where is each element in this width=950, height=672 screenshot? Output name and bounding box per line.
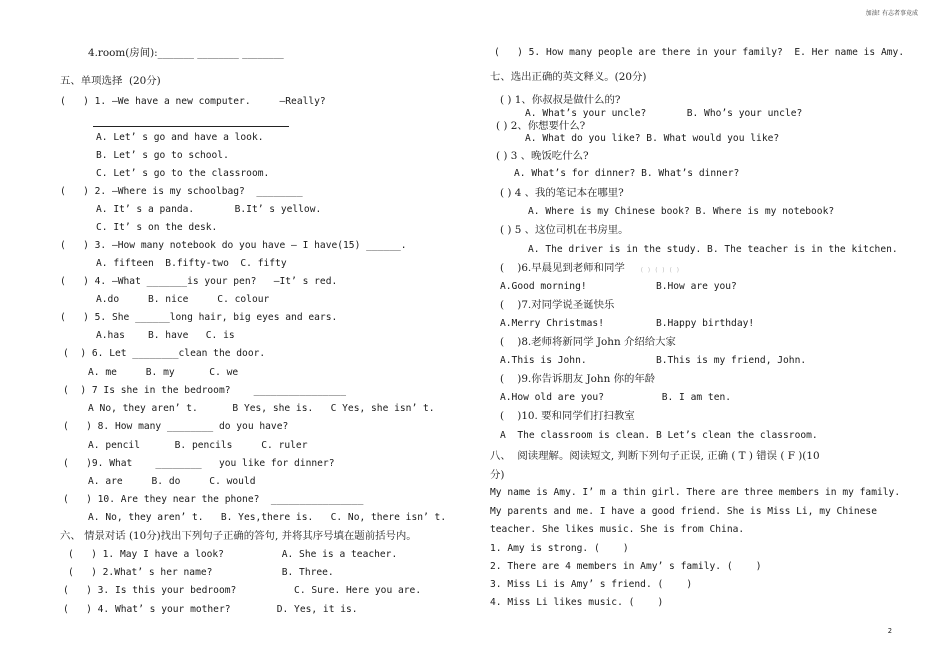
right-line-26: teacher. She likes music. She is from China. — [490, 524, 745, 535]
faint-marks: ( ) ( ) ( ) — [640, 267, 680, 274]
right-line-7: A. What’s for dinner? B. What’s dinner? — [514, 168, 740, 179]
left-line-6: ( ) 2. —Where is my schoolbag? ________ — [60, 186, 303, 197]
right-line-27: 1. Amy is strong. ( ) — [490, 543, 629, 554]
right-line-21: A The classroom is clean. B Let’s clean the classroom. — [500, 430, 818, 441]
right-line-18: ( )9.你告诉朋友 John 你的年龄 — [500, 373, 656, 385]
answer-line-q1 — [93, 126, 289, 127]
left-line-21: ( )9. What ________ you like for dinner? — [63, 458, 335, 469]
header-note: 加油! 有志者事竟成 — [865, 10, 918, 17]
right-line-11: A. The driver is in the study. B. The teacher is in the kitchen. — [528, 244, 898, 255]
left-line-25: 六、 情景对话 (10分)找出下列句子正确的答句, 并将其序号填在题前括号内。 — [60, 530, 417, 542]
left-line-28: ( ) 3. Is this your bedroom? C. Sure. Here you are. — [63, 585, 422, 596]
left-line-24: A. No, they aren’ t. B. Yes,there is. C. No, there isn’ t. — [88, 512, 447, 523]
left-line-11: ( ) 4. —What _______is your pen? —It’ s red. — [60, 276, 338, 287]
left-line-17: ( ) 7 Is she in the bedroom? ________________ — [63, 385, 347, 396]
right-line-17: A.This is John. B.This is my friend, John. — [500, 355, 807, 366]
left-line-27: ( ) 2.What’ s her name? B. Three. — [68, 567, 334, 578]
right-line-16: ( )8.老师将新同学 John 介绍给大家 — [500, 336, 676, 348]
right-line-20: ( )10. 要和同学们打扫教室 — [500, 410, 635, 422]
right-line-5: A. What do you like? B. What would you like? — [525, 133, 780, 144]
page-number: 2 — [887, 627, 892, 635]
left-line-3: A. Let’ s go and have a look. — [96, 132, 264, 143]
left-line-19: ( ) 8. How many ________ do you have? — [63, 421, 289, 432]
left-line-0: 4.room(房间):_______ ________ ________ — [88, 47, 284, 59]
left-line-2: ( ) 1. —We have a new computer. —Really? — [60, 96, 326, 107]
right-line-12: ( )6.早晨见到老师和同学 — [500, 262, 625, 274]
right-line-6: ( ) 3 、晚饭吃什么? — [496, 150, 589, 162]
right-line-30: 4. Miss Li likes music. ( ) — [490, 597, 664, 608]
right-line-9: A. Where is my Chinese book? B. Where is my notebook? — [528, 206, 835, 217]
left-line-15: ( ) 6. Let ________clean the door. — [63, 348, 266, 359]
right-line-2: ( ) 1、你叔叔是做什么的? — [500, 94, 621, 106]
left-line-9: ( ) 3. —How many notebook do you have — I have(15) ______. — [60, 240, 407, 251]
left-line-18: A No, they aren’ t. B Yes, she is. C Yes, she isn’ t. — [88, 403, 435, 414]
right-line-22: 八、 阅读理解。阅读短文, 判断下列句子正误, 正确 ( T ) 错误 ( F )(10 — [490, 450, 820, 462]
right-line-3: A. What’s your uncle? B. Who’s your uncle? — [525, 108, 803, 119]
left-line-8: C. It’ s on the desk. — [96, 222, 218, 233]
right-line-24: My name is Amy. I’ m a thin girl. There are three members in my family. — [490, 487, 901, 498]
left-line-22: A. are B. do C. would — [88, 476, 256, 487]
left-line-4: B. Let’ s go to school. — [96, 150, 229, 161]
left-line-14: A.has B. have C. is — [96, 330, 235, 341]
right-line-19: A.How old are you? B. I am ten. — [500, 392, 732, 403]
right-line-1: 七、选出正确的英文释义。(20分) — [490, 71, 647, 83]
right-line-4: ( ) 2、你想要什么? — [496, 120, 586, 132]
right-line-8: ( ) 4 、我的笔记本在哪里? — [500, 187, 624, 199]
right-line-23: 分) — [490, 469, 505, 481]
right-line-0: ( ) 5. How many people are there in your family? E. Her name is Amy. — [494, 47, 905, 58]
right-line-10: ( ) 5 、这位司机在书房里。 — [500, 224, 629, 236]
left-line-23: ( ) 10. Are they near the phone? ________________ — [63, 494, 364, 505]
right-line-28: 2. There are 4 members in Amy’ s family. ( ) — [490, 561, 762, 572]
left-line-13: ( ) 5. She ______long hair, big eyes and ears. — [60, 312, 338, 323]
left-line-7: A. It’ s a panda. B.It’ s yellow. — [96, 204, 322, 215]
left-line-12: A.do B. nice C. colour — [96, 294, 270, 305]
left-line-29: ( ) 4. What’ s your mother? D. Yes, it is. — [63, 604, 358, 615]
right-line-15: A.Merry Christmas! B.Happy birthday! — [500, 318, 755, 329]
left-line-16: A. me B. my C. we — [88, 367, 239, 378]
left-line-5: C. Let’ s go to the classroom. — [96, 168, 270, 179]
left-line-26: ( ) 1. May I have a look? A. She is a teacher. — [68, 549, 398, 560]
left-line-1: 五、单项选择 (20分) — [60, 75, 161, 87]
left-line-20: A. pencil B. pencils C. ruler — [88, 440, 308, 451]
right-line-14: ( )7.对同学说圣诞快乐 — [500, 299, 615, 311]
right-line-25: My parents and me. I have a good friend. She is Miss Li, my Chinese — [490, 506, 877, 517]
right-line-13: A.Good morning! B.How are you? — [500, 281, 737, 292]
left-line-10: A. fifteen B.fifty-two C. fifty — [96, 258, 287, 269]
right-line-29: 3. Miss Li is Amy’ s friend. ( ) — [490, 579, 693, 590]
